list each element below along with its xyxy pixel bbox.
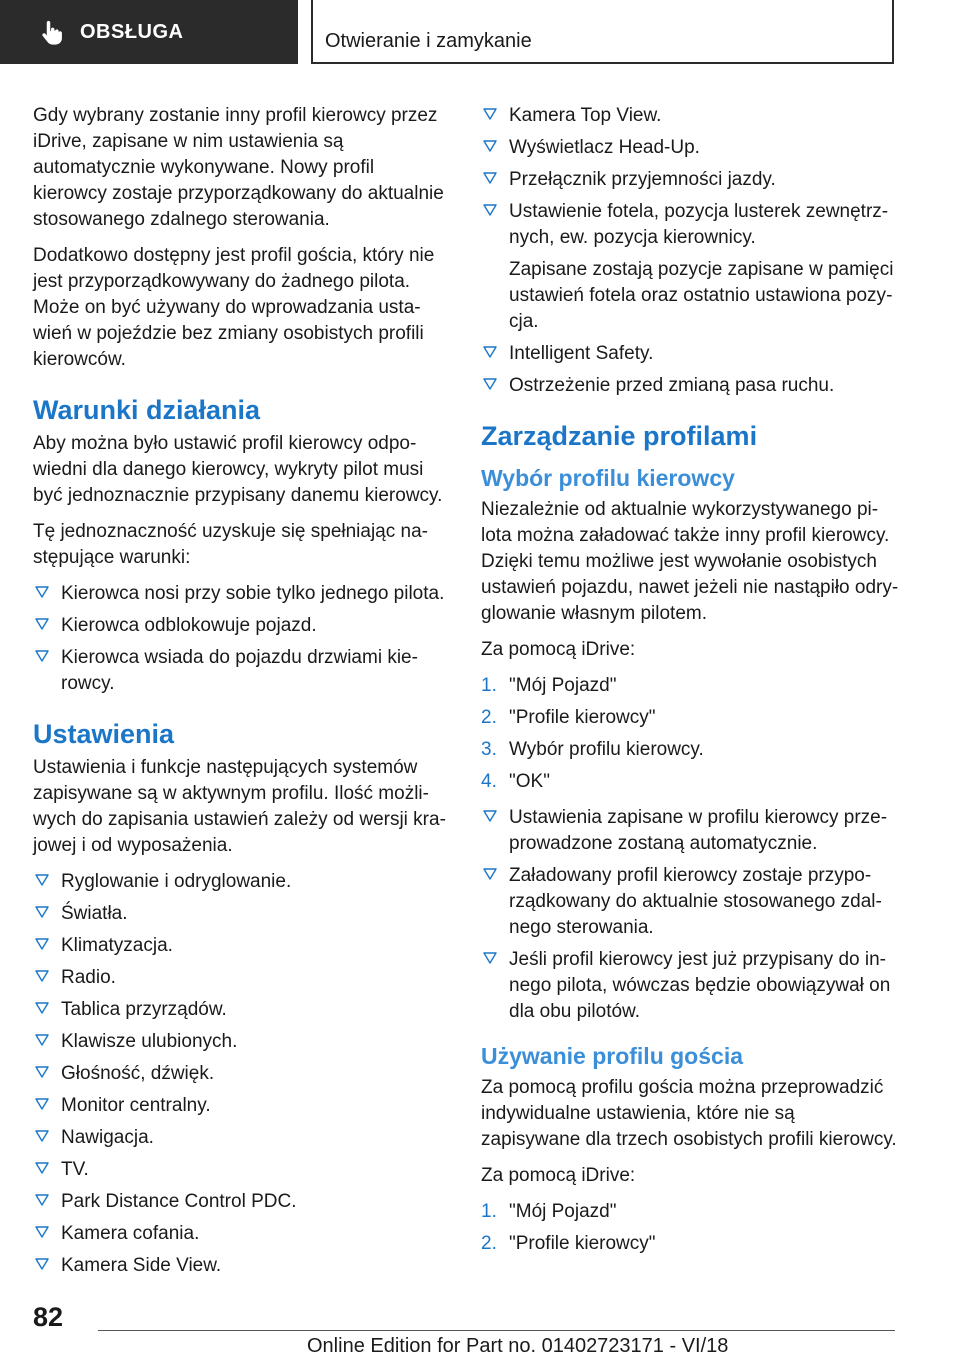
triangle-bullet-icon: [35, 1225, 49, 1239]
triangle-bullet-icon: [483, 107, 497, 121]
list-item: Kamera cofania.: [33, 1221, 449, 1247]
hand-pointer-icon: [38, 18, 66, 46]
triangle-bullet-icon: [35, 1065, 49, 1079]
list-item: Kamera Side View.: [33, 1253, 449, 1279]
intro-paragraph-1: Gdy wybrany zostanie inny profil kierowcy przez iDrive, zapisane w nim ustawienia są automatycznie wykonywane. Nowy profil kierowcy zostaje przyporządkowany do aktualnie stosowanego zdalnego sterowania.: [33, 105, 444, 230]
list-item: Park Distance Control PDC.: [33, 1189, 449, 1215]
triangle-bullet-icon: [483, 171, 497, 185]
list-item: Radio.: [33, 965, 449, 991]
triangle-bullet-icon: [483, 345, 497, 359]
edition-text: Online Edition for Part no. 01402723171 - VI/18: [307, 1335, 729, 1357]
triangle-bullet-icon: [35, 1001, 49, 1015]
triangle-bullet-icon: [35, 617, 49, 631]
triangle-bullet-icon: [483, 809, 497, 823]
triangle-bullet-icon: [35, 969, 49, 983]
list-item: Ustawienie fotela, pozycja lusterek zewnętrznych, ew. pozycja kierownicy. Zapisane zostają pozycje zapisane w pamięci ustawień fotela oraz ostatnio ustawiona pozycja.: [481, 199, 899, 335]
chapter-title: Otwieranie i zamykanie: [325, 30, 532, 52]
step-item: 3. Wybór profilu kierowcy.: [481, 739, 704, 760]
ustawienia-paragraph: Ustawienia i funkcje następujących systemów zapisywane są w aktywnym profilu. Ilość możliwych do zapisania ustawień zależy od wersji krajowej i od wyposażenia.: [33, 757, 446, 856]
warunki-paragraph-2: Tę jednoznaczność uzyskuje się spełniając następujące warunki:: [33, 521, 428, 568]
warunki-paragraph-1: Aby można było ustawić profil kierowcy odpowiedni dla danego kierowcy, wykryty pilot musi być jednoznacznie przypisany danemu kierowcy.: [33, 433, 443, 506]
list-item: Kamera Top View.: [481, 103, 899, 129]
wybor-list: [481, 805, 899, 1025]
triangle-bullet-icon: [483, 951, 497, 965]
list-item: Jeśli profil kierowcy jest już przypisany do innego pilota, wówczas będzie obowiązywał on dla obu pilotów.: [481, 947, 899, 1025]
list-item: Załadowany profil kierowcy zostaje przyporządkowany do aktualnie stosowanego zdalnego sterowania.: [481, 863, 899, 941]
triangle-bullet-icon: [35, 873, 49, 887]
ustawienia-list-continued: [481, 103, 899, 399]
triangle-bullet-icon: [35, 1097, 49, 1111]
triangle-bullet-icon: [35, 905, 49, 919]
section-title: OBSŁUGA: [80, 20, 184, 43]
list-item: Ryglowanie i odryglowanie.: [33, 869, 449, 895]
wybor-steps: [481, 673, 899, 795]
section-tab: [0, 0, 298, 64]
heading-wybor: Wybór profilu kierowcy: [481, 465, 735, 491]
triangle-bullet-icon: [483, 377, 497, 391]
step-item: 1. "Mój Pojazd": [481, 1201, 617, 1222]
step-item: 2. "Profile kierowcy": [481, 1233, 656, 1254]
list-item: Wyświetlacz Head-Up.: [481, 135, 899, 161]
triangle-bullet-icon: [35, 1193, 49, 1207]
intro-paragraph-2: Dodatkowo dostępny jest profil gościa, który nie jest przyporządkowywany do żadnego pilota. Może on być używany do wprowadzania ustawień w pojeździe bez zmiany osobistych profili kierowców.: [33, 245, 435, 370]
idrive-intro-2: Za pomocą iDrive:: [481, 1165, 636, 1186]
triangle-bullet-icon: [35, 585, 49, 599]
left-column: [33, 103, 449, 1289]
heading-zarzadzanie: Zarządzanie profilami: [481, 421, 758, 451]
list-item: Ostrzeżenie przed zmianą pasa ruchu.: [481, 373, 899, 399]
wybor-paragraph: Niezależnie od aktualnie wykorzystywanego pilota można załadować także inny profil kierowcy. Dzięki temu możliwe jest wywołanie osobistych ustawień pojazdu, nawet jeżeli nie nastąpiło odryglowanie własnym pilotem.: [481, 499, 899, 624]
triangle-bullet-icon: [35, 1129, 49, 1143]
list-item: Tablica przyrządów.: [33, 997, 449, 1023]
idrive-intro-1: Za pomocą iDrive:: [481, 639, 636, 660]
heading-warunki: Warunki działania: [33, 395, 261, 425]
list-item: Przełącznik przyjemności jazdy.: [481, 167, 899, 193]
list-item: TV.: [33, 1157, 449, 1183]
ustawienia-list: [33, 869, 449, 1279]
list-item: Nawigacja.: [33, 1125, 449, 1151]
triangle-bullet-icon: [35, 649, 49, 663]
list-item: Intelligent Safety.: [481, 341, 899, 367]
list-item: Ustawienia zapisane w profilu kierowcy przeprowadzone zostaną automatycznie.: [481, 805, 899, 857]
step-item: 2. "Profile kierowcy": [481, 707, 656, 728]
list-item: Głośność, dźwięk.: [33, 1061, 449, 1087]
triangle-bullet-icon: [483, 139, 497, 153]
footer-divider: [98, 1330, 895, 1331]
fotel-note: Zapisane zostają pozycje zapisane w pamięci ustawień fotela oraz ostatnio ustawiona pozycja.: [509, 259, 894, 332]
list-item: Światła.: [33, 901, 449, 927]
list-item: Klawisze ulubionych.: [33, 1029, 449, 1055]
list-item: Kierowca wsiada do pojazdu drzwiami kierowcy.: [33, 645, 449, 697]
heading-ustawienia: Ustawienia: [33, 719, 175, 749]
list-item: Kierowca nosi przy sobie tylko jednego pilota.: [33, 581, 449, 607]
gosc-paragraph: Za pomocą profilu gościa można przeprowadzić indywidualne ustawienia, które nie są zapisywane dla trzech osobistych profili kierowcy.: [481, 1077, 897, 1150]
heading-gosc: Używanie profilu gościa: [481, 1043, 743, 1069]
triangle-bullet-icon: [483, 203, 497, 217]
triangle-bullet-icon: [35, 1257, 49, 1271]
list-item: Monitor centralny.: [33, 1093, 449, 1119]
triangle-bullet-icon: [35, 1033, 49, 1047]
gosc-steps: [481, 1199, 899, 1257]
right-column: [481, 103, 899, 1267]
list-item: Klimatyzacja.: [33, 933, 449, 959]
step-item: 1. "Mój Pojazd": [481, 675, 617, 696]
chapter-tab: [311, 0, 894, 64]
triangle-bullet-icon: [35, 937, 49, 951]
page-number: 82: [33, 1302, 64, 1332]
step-item: 4. "OK": [481, 771, 550, 792]
list-item: Kierowca odblokowuje pojazd.: [33, 613, 449, 639]
triangle-bullet-icon: [483, 867, 497, 881]
triangle-bullet-icon: [35, 1161, 49, 1175]
warunki-list: [33, 581, 449, 697]
